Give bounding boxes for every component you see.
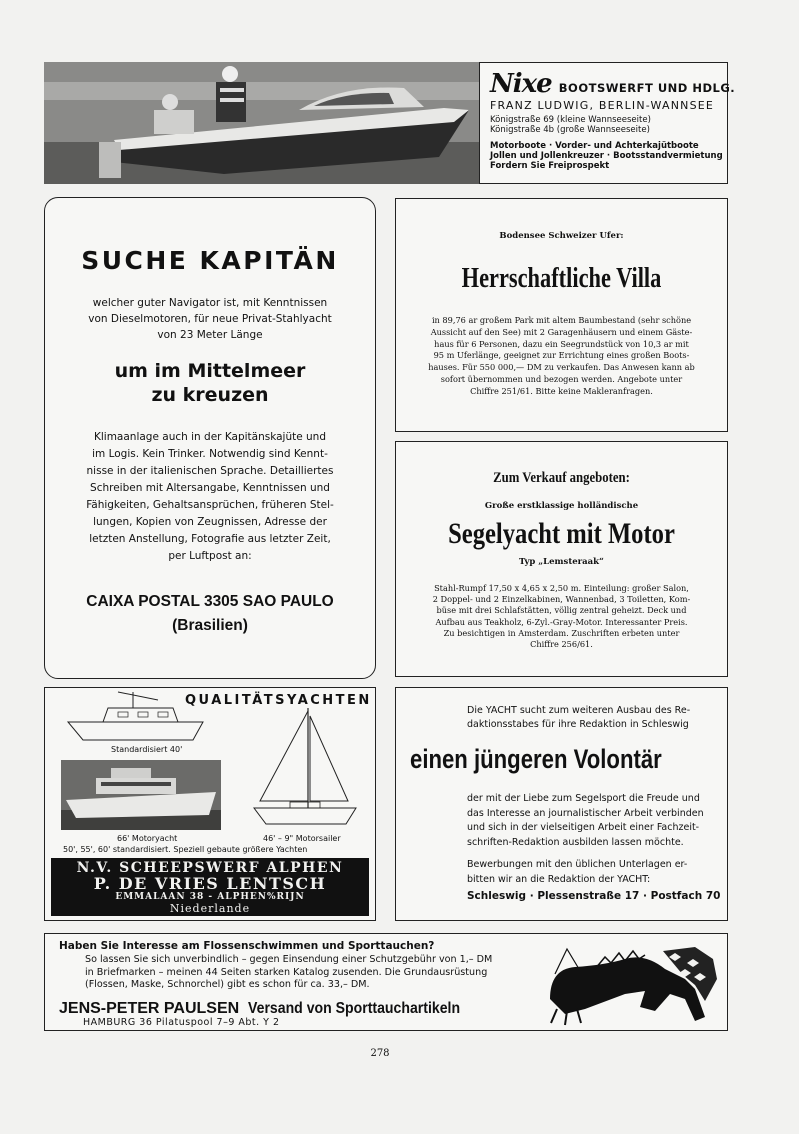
villa-body-7: Chiffre 251/61. Bitte keine Makleranfragen.	[470, 385, 653, 396]
villa-kicker: Bodensee Schweizer Ufer:	[499, 231, 624, 241]
kapitan-address: CAIXA POSTAL 3305 SAO PAULO	[86, 593, 334, 610]
kapitan-intro-1: welcher guter Navigator ist, mit Kenntnissen	[92, 297, 328, 309]
kapitan-headline-2: zu kreuzen	[151, 384, 269, 406]
segel-body-5: Zu besichtigen in Amsterdam. Zuschriften erbeten unter	[443, 627, 680, 638]
nixe-text-box	[479, 62, 736, 184]
villa-body-2: Aussicht auf den See) mit 2 Garagenhäusern und einem Gäste-	[430, 326, 693, 337]
page-number: 278	[370, 1048, 390, 1059]
kapitan-body-6: lungen, Kopien von Zeugnissen, Adresse der	[93, 516, 327, 528]
segel-kicker: Zum Verkauf angeboten:	[493, 470, 630, 486]
volontaer-intro-1: Die YACHT sucht zum weiteren Ausbau des Re-	[467, 705, 691, 716]
nixe-headline: BOOTSWERFT UND HDLG.	[558, 81, 736, 95]
kapitan-intro-3: von 23 Meter Länge	[157, 329, 263, 341]
volontaer-body2-2: bitten wir an die Redaktion der YACHT:	[467, 873, 651, 885]
quali-caption-4: 50', 55', 60' standardisiert. Speziell gebaute größere Yachten	[63, 845, 308, 854]
nixe-ad	[44, 62, 736, 184]
alphen-firm-4: Niederlande	[169, 902, 251, 915]
paulsen-question: Haben Sie Interesse am Flossenschwimmen und Sporttauchen?	[59, 940, 435, 952]
nixe-line2: Jollen und Jollenkreuzer · Bootsstandvermietung	[490, 151, 723, 161]
nixe-owner: FRANZ LUDWIG, BERLIN-WANNSEE	[490, 99, 715, 112]
kapitan-body-5: Fähigkeiten, Gehaltsansprüchen, früheren Stel-	[86, 499, 334, 511]
kapitan-body-8: per Luftpost an:	[168, 550, 252, 562]
volontaer-title: einen jüngeren Volontär	[410, 744, 662, 774]
nixe-line3: Fordern Sie Freiprospekt	[490, 161, 610, 171]
paulsen-body-2: in Briefmarken – meinen 44 Seiten starken Katalog zusenden. Die Grundausrüstung	[85, 966, 488, 978]
nixe-line1: Motorboote · Vorder- und Achterkajütboote	[490, 141, 699, 151]
volontaer-body2-1: Bewerbungen mit den üblichen Unterlagen er-	[467, 859, 688, 870]
qualitaetsyachten-ad	[44, 687, 376, 921]
diver-flipper-illustration	[545, 939, 725, 1027]
segel-body-6: Chiffre 256/61.	[530, 639, 593, 650]
volontaer-address: Schleswig · Plessenstraße 17 · Postfach 70	[467, 890, 721, 902]
kapitan-headline-1: um im Mittelmeer	[114, 360, 306, 382]
villa-body-6: sofort übernommen und bezogen werden. Angebote unter	[440, 373, 683, 384]
villa-body-1: in 89,76 ar großem Park mit altem Baumbestand (sehr schöne	[431, 315, 692, 325]
segel-body-4: Aufbau aus Teakholz, 6-Zyl.-Gray-Motor. Interessanter Preis.	[435, 616, 688, 627]
kapitan-body-3: nisse in der italienischen Sprache. Detailliertes	[86, 465, 334, 477]
paulsen-address: HAMBURG 36 Pilatuspool 7–9 Abt. Y 2	[83, 1017, 280, 1028]
nixe-addr2: Königstraße 4b (große Wannseeseite)	[490, 125, 650, 135]
motoryacht-photo-illustration	[61, 760, 221, 830]
kapitan-ad	[44, 197, 376, 679]
volontaer-body-4: schriften-Redaktion ausbilden lassen möchte.	[467, 836, 684, 848]
kapitan-intro-2: von Dieselmotoren, für neue Privat-Stahlyacht	[88, 313, 332, 325]
quali-caption-2: 66' Motoryacht	[117, 834, 178, 843]
villa-ad	[395, 198, 728, 432]
nixe-brand: Nixe	[490, 69, 552, 99]
paulsen-body-1: So lassen Sie sich unverbindlich – gegen Einsendung einer Schutzgebühr von 1,– DM	[85, 954, 493, 965]
paulsen-trade: Versand von Sporttauchartikeln	[248, 1000, 461, 1017]
motoryacht-drawing-icon	[63, 690, 213, 745]
motorboat-illustration	[44, 62, 479, 184]
quali-caption-1: Standardisiert 40'	[111, 745, 183, 754]
motorsailer-drawing-icon	[250, 706, 360, 831]
kapitan-body-1: Klimaanlage auch in der Kapitänskajüte und	[93, 431, 326, 443]
segelyacht-ad	[395, 441, 728, 677]
quali-title: QUALITÄTSYACHTEN	[185, 693, 372, 708]
paulsen-body-3: (Flossen, Maske, Schnorchel) gibt es schon für ca. 33,– DM.	[85, 979, 370, 990]
volontaer-body-2: das Interesse an journalistischer Arbeit verbinden	[467, 807, 704, 819]
paulsen-ad	[44, 933, 728, 1031]
segel-body-3: büse mit drei Schlafstätten, völlig zentral geheizt. Deck und	[436, 605, 687, 616]
segel-title: Segelyacht mit Motor	[448, 517, 675, 550]
volontaer-intro-2: daktionsstabes für ihre Redaktion in Schleswig	[467, 719, 689, 730]
villa-body-5: hauses. Für 550 000,— DM zu verkaufen. Das Anwesen kann ab	[428, 362, 695, 373]
kapitan-country: (Brasilien)	[172, 617, 248, 634]
villa-body-4: 95 m Uferlänge, geeignet zur Errichtung eines großen Boots-	[433, 350, 690, 361]
alphen-firm-1: N.V. SCHEEPSWERF ALPHEN	[76, 860, 344, 876]
alphen-firm-2: P. DE VRIES LENTSCH	[93, 874, 327, 893]
segel-sub: Große erstklassige holländische	[484, 501, 639, 511]
quali-caption-3: 46' – 9" Motorsailer	[263, 834, 341, 843]
nixe-addr1: Königstraße 69 (kleine Wannseeseite)	[490, 115, 651, 125]
segel-body-1: Stahl-Rumpf 17,50 x 4,65 x 2,50 m. Einteilung: großer Salon,	[434, 583, 689, 593]
motorboat-photo	[44, 62, 479, 184]
kapitan-title: SUCHE KAPITÄN	[81, 246, 339, 275]
volontaer-ad	[395, 687, 728, 921]
segel-body-2: 2 Doppel- und 2 Einzelkabinen, Wannenbad, 3 Toiletten, Kom-	[432, 594, 691, 605]
kapitan-body-2: im Logis. Kein Trinker. Notwendig sind Kennt-	[92, 448, 328, 460]
motoryacht-photo	[61, 760, 221, 830]
paulsen-name: JENS-PETER PAULSEN	[59, 1000, 240, 1017]
alphen-firm-3: EMMALAAN 38 - ALPHEN%RIJN	[115, 892, 305, 902]
alphen-banner	[51, 858, 369, 916]
villa-body-3: haus für 6 Personen, dazu ein Seegrundstück von 10,3 ar mit	[434, 338, 689, 349]
kapitan-body-7: letzten Anstellung, Fotografie aus letzter Zeit,	[89, 533, 331, 545]
villa-title: Herrschaftliche Villa	[461, 263, 662, 294]
kapitan-body-4: Schreiben mit Altersangabe, Kenntnissen und	[90, 482, 330, 494]
volontaer-body-1: der mit der Liebe zum Segelsport die Freude und	[467, 793, 700, 804]
volontaer-body-3: und sich in der vielseitigen Arbeit einer Fachzeit-	[467, 822, 700, 833]
segel-type: Typ „Lemsteraak“	[519, 557, 604, 567]
